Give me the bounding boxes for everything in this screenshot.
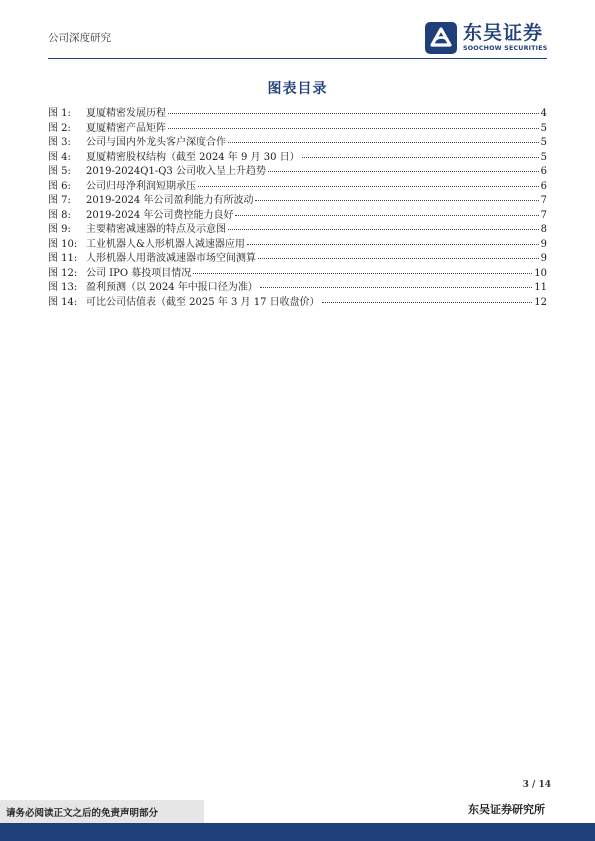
toc-entry-page: 6 xyxy=(540,166,547,177)
toc-entry-page: 5 xyxy=(540,137,547,148)
toc-entry-page: 7 xyxy=(540,195,547,206)
toc-entry-page: 12 xyxy=(534,296,547,308)
toc-entry-label: 图 5: xyxy=(48,166,71,177)
toc-entry-title: 2019-2024 年公司盈利能力有所波动 xyxy=(86,195,254,206)
toc-entry-label: 图 14: xyxy=(48,296,78,308)
toc-entry-title: 2019-2024 年公司费控能力良好 xyxy=(86,209,234,221)
toc-entry-label: 图 6: xyxy=(48,180,71,192)
toc-entry-title: 公司 IPO 募投项目情况 xyxy=(86,267,192,279)
toc-entry-label: 图 3: xyxy=(48,137,71,148)
toc-entry-title: 盈利预测（以 2024 年中报口径为准） xyxy=(86,282,258,293)
toc-leader-dots xyxy=(228,142,539,143)
toc-entry[interactable] xyxy=(48,133,547,148)
toc-entry-title: 夏厦精密股权结构（截至 2024 年 9 月 30 日） xyxy=(86,151,300,163)
toc-entry-label: 图 10: xyxy=(48,238,78,250)
toc-leader-dots xyxy=(247,244,539,245)
toc-leader-dots xyxy=(168,113,539,114)
toc-entry-page: 7 xyxy=(540,209,547,221)
toc-entry-label: 图 11: xyxy=(48,253,78,264)
toc-leader-dots xyxy=(235,215,538,216)
toc-entry[interactable] xyxy=(48,104,547,119)
toc-entry-page: 8 xyxy=(540,224,547,235)
toc-entry-label: 图 2: xyxy=(48,122,71,134)
footer-institute: 东吴证券研究所 xyxy=(468,803,545,816)
toc-entry-label: 图 1: xyxy=(48,108,71,119)
toc-title: 图表目录 xyxy=(267,81,328,97)
company-logo xyxy=(424,20,547,56)
toc-leader-dots xyxy=(255,200,538,201)
toc-entry-page: 10 xyxy=(534,267,547,279)
toc-entry[interactable] xyxy=(48,177,547,192)
toc-leader-dots xyxy=(193,273,532,274)
toc-entry[interactable] xyxy=(48,220,547,235)
toc-entry[interactable] xyxy=(48,235,547,250)
toc-entry-title: 夏厦精密产品矩阵 xyxy=(86,122,166,134)
toc-entry-page: 5 xyxy=(540,122,547,134)
toc-entry-page: 5 xyxy=(540,151,547,163)
toc-leader-dots xyxy=(198,186,539,187)
toc-entry[interactable] xyxy=(48,249,547,264)
toc-entry[interactable] xyxy=(48,191,547,206)
toc-entry[interactable] xyxy=(48,264,547,279)
toc-entry-title: 可比公司估值表（截至 2025 年 3 月 17 日收盘价） xyxy=(86,296,320,308)
toc-entry-page: 11 xyxy=(534,282,547,293)
toc-leader-dots xyxy=(228,229,539,230)
toc-list xyxy=(48,104,547,307)
toc-entry-label: 图 8: xyxy=(48,209,71,221)
toc-entry-label: 图 9: xyxy=(48,224,71,235)
toc-entry[interactable] xyxy=(48,293,547,308)
toc-leader-dots xyxy=(168,128,539,129)
page-indicator: 3 / 14 xyxy=(522,780,551,790)
toc-entry-title: 公司归母净利润短期承压 xyxy=(86,180,196,192)
toc-entry-label: 图 7: xyxy=(48,195,71,206)
toc-entry-page: 6 xyxy=(540,180,547,192)
toc-leader-dots xyxy=(258,258,539,259)
toc-entry-page: 9 xyxy=(540,238,547,250)
logo-english-name: SOOCHOW SECURITIES xyxy=(463,44,548,52)
disclaimer-note: 请务必阅读正文之后的免责声明部分 xyxy=(0,800,204,824)
toc-entry-page: 9 xyxy=(540,253,547,264)
toc-entry-title: 主要精密减速器的特点及示意图 xyxy=(86,224,226,235)
toc-entry-title: 工业机器人&人形机器人减速器应用 xyxy=(86,238,245,250)
toc-leader-dots xyxy=(302,157,539,158)
header-section-label: 公司深度研究 xyxy=(48,32,111,44)
toc-leader-dots xyxy=(268,171,539,172)
toc-entry[interactable] xyxy=(48,119,547,134)
soochow-logo-icon xyxy=(424,21,458,55)
toc-entry[interactable] xyxy=(48,148,547,163)
toc-entry-title: 夏厦精密发展历程 xyxy=(86,108,166,119)
toc-leader-dots xyxy=(322,302,533,303)
logo-chinese-name: 东吴证券 xyxy=(463,21,544,44)
toc-entry-label: 图 4: xyxy=(48,151,71,163)
toc-entry-label: 图 12: xyxy=(48,267,78,279)
toc-entry-page: 4 xyxy=(540,108,547,119)
toc-leader-dots xyxy=(260,287,532,288)
footer-bar xyxy=(0,823,595,841)
header-divider xyxy=(48,58,547,59)
toc-entry-label: 图 13: xyxy=(48,282,78,293)
toc-entry-title: 2019-2024Q1-Q3 公司收入呈上升趋势 xyxy=(86,166,266,177)
toc-entry-title: 人形机器人用谐波减速器市场空间测算 xyxy=(86,253,256,264)
toc-entry[interactable] xyxy=(48,278,547,293)
toc-entry[interactable] xyxy=(48,206,547,221)
toc-entry-title: 公司与国内外龙头客户深度合作 xyxy=(86,137,226,148)
toc-entry[interactable] xyxy=(48,162,547,177)
